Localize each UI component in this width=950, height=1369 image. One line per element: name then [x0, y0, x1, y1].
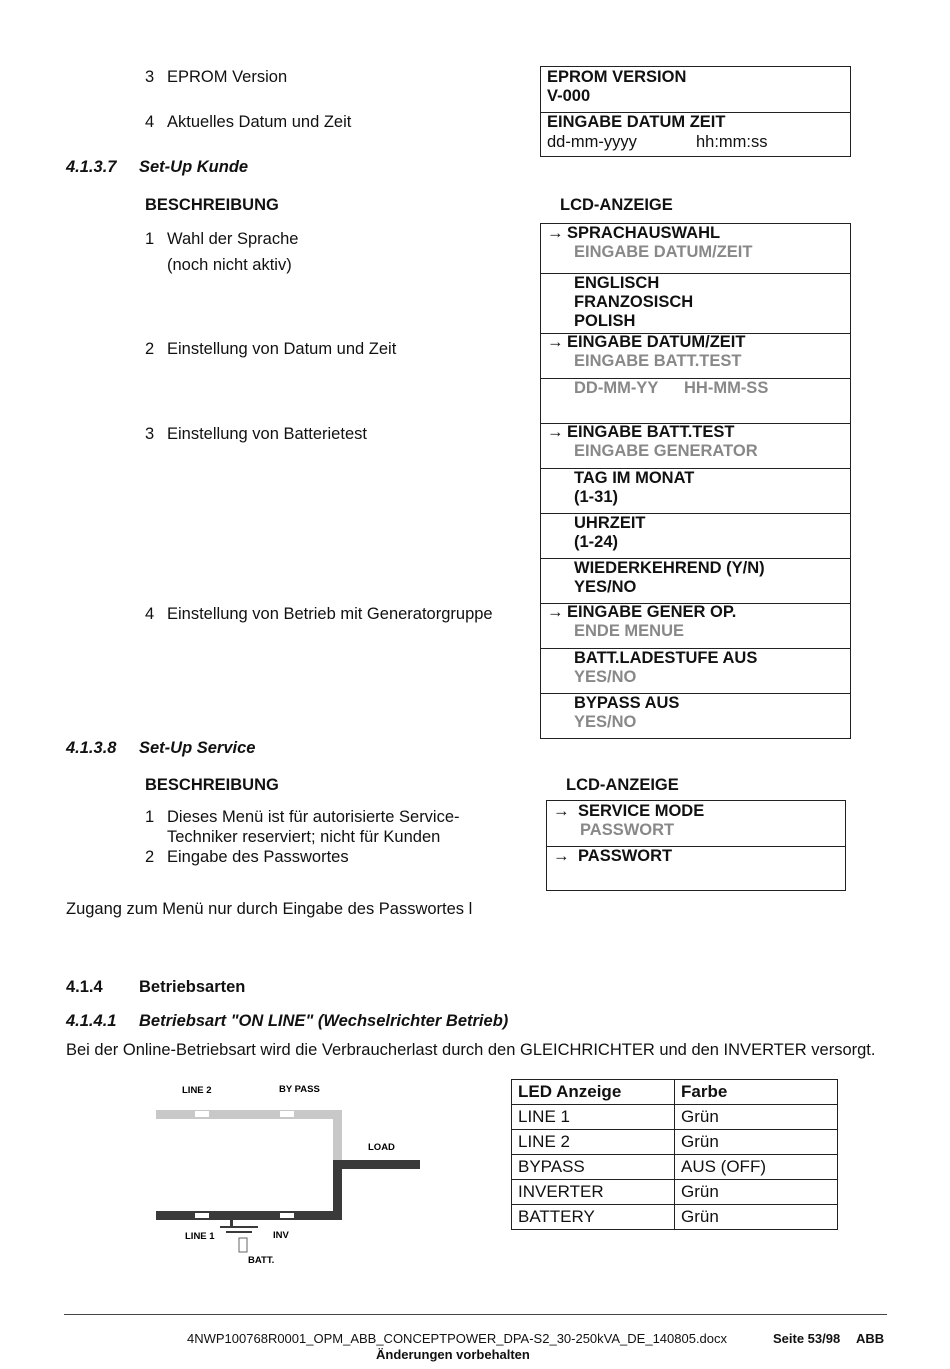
- battery-plate: [226, 1231, 252, 1233]
- diagram-label-line1: LINE 1: [185, 1231, 215, 1242]
- item-number: 1: [145, 808, 155, 826]
- item-number: 4: [145, 605, 155, 623]
- lcd-line: PASSWORT: [580, 821, 675, 839]
- table-cell: BATTERY: [512, 1205, 675, 1230]
- lcd-line: (1-24): [574, 533, 619, 551]
- line1-led: [195, 1213, 209, 1218]
- column-header-lcd: LCD-ANZEIGE: [566, 776, 679, 794]
- diagram-label-inv: INV: [273, 1230, 289, 1241]
- table-cell: AUS (OFF): [675, 1155, 838, 1180]
- table-cell: LINE 2: [512, 1130, 675, 1155]
- lcd-kunde-box: [540, 223, 851, 739]
- footer-rule: [64, 1314, 887, 1315]
- section-number: 4.1.4: [66, 978, 103, 996]
- table-cell: Grün: [675, 1205, 838, 1230]
- column-header-description: BESCHREIBUNG: [145, 776, 279, 794]
- arrow-right-icon: →: [553, 847, 570, 865]
- item-number: 2: [145, 340, 155, 358]
- table-header-cell: Farbe: [675, 1080, 838, 1105]
- lcd-line: UHRZEIT: [574, 514, 646, 532]
- item-date-time: Einstellung von Datum und Zeit: [167, 340, 397, 358]
- load-line: [333, 1160, 420, 1169]
- lcd-line: (1-31): [574, 488, 619, 506]
- diagram-label-bypass: BY PASS: [279, 1084, 320, 1095]
- item-service-note: Dieses Menü ist für autorisierte Service-: [167, 808, 460, 826]
- table-cell: BYPASS: [512, 1155, 675, 1180]
- table-row: [512, 1155, 838, 1180]
- item-generator: Einstellung von Betrieb mit Generatorgruppe: [167, 605, 493, 623]
- led-table: [511, 1079, 838, 1230]
- section-title: Set-Up Service: [139, 739, 256, 757]
- footer-page-number: Seite 53/98: [773, 1331, 841, 1346]
- footer-notice: Änderungen vorbehalten: [376, 1347, 530, 1362]
- lcd-line: YES/NO: [574, 668, 637, 686]
- table-row: [512, 1180, 838, 1205]
- lcd-line: EINGABE BATT.TEST: [567, 423, 735, 441]
- item-password: Eingabe des Passwortes: [167, 848, 349, 866]
- battery-led: [239, 1238, 247, 1252]
- table-cell: Grün: [675, 1130, 838, 1155]
- eprom-version-label: EPROM Version: [167, 68, 288, 86]
- table-header-cell: LED Anzeige: [512, 1080, 675, 1105]
- item-service-note: Techniker reserviert; nicht für Kunden: [167, 828, 441, 846]
- arrow-right-icon: →: [547, 224, 564, 242]
- lcd-line: YES/NO: [574, 713, 637, 731]
- lcd-line: BYPASS AUS: [574, 694, 680, 712]
- item-number: 4: [145, 113, 155, 131]
- lcd-line: ENDE MENUE: [574, 622, 685, 640]
- lcd-line: BATT.LADESTUFE AUS: [574, 649, 758, 667]
- item-number: 2: [145, 848, 155, 866]
- bypass-line: [156, 1110, 342, 1119]
- arrow-right-icon: →: [547, 333, 564, 351]
- column-header-lcd: LCD-ANZEIGE: [560, 196, 673, 214]
- lcd-line: EINGABE GENERATOR: [574, 442, 758, 460]
- subsection-title: Betriebsart "ON LINE" (Wechselrichter Betrieb): [139, 1012, 509, 1030]
- footer-doc-id: 4NWP100768R0001_OPM_ABB_CONCEPTPOWER_DPA-S2_30-250kVA_DE_140805.docx: [187, 1331, 728, 1346]
- table-cell: Grün: [675, 1180, 838, 1205]
- bypass-led: [280, 1111, 294, 1117]
- lcd-line: SPRACHAUSWAHL: [567, 224, 721, 242]
- lcd-line: EINGABE DATUM ZEIT: [547, 113, 726, 131]
- table-header-row: [512, 1080, 838, 1105]
- table-row: [512, 1205, 838, 1230]
- diagram-label-batt: BATT.: [248, 1255, 275, 1266]
- table-row: [512, 1105, 838, 1130]
- item-language-note: (noch nicht aktiv): [167, 256, 292, 274]
- lcd-line: EINGABE GENER OP.: [567, 603, 737, 621]
- item-number: 1: [145, 230, 155, 248]
- lcd-line: TAG IM MONAT: [574, 469, 695, 487]
- inverter-line: [156, 1211, 342, 1220]
- column-header-description: BESCHREIBUNG: [145, 196, 279, 214]
- item-language: Wahl der Sprache: [167, 230, 299, 248]
- diagram-label-load: LOAD: [368, 1142, 395, 1153]
- footer-brand: ABB: [856, 1331, 885, 1346]
- subsection-number: 4.1.4.1: [66, 1012, 117, 1030]
- current-date-label: Aktuelles Datum und Zeit: [167, 113, 352, 131]
- lcd-line: SERVICE MODE: [578, 802, 705, 820]
- paragraph: Bei der Online-Betriebsart wird die Verbraucherlast durch den GLEICHRICHTER und den INVERTER versorgt.: [66, 1041, 876, 1059]
- lcd-line: FRANZOSISCH: [574, 293, 694, 311]
- lcd-line: WIEDERKEHREND (Y/N): [574, 559, 765, 577]
- battery-connector: [230, 1220, 233, 1226]
- lcd-line: HH-MM-SS: [684, 379, 769, 397]
- lcd-line: EINGABE DATUM/ZEIT: [567, 333, 746, 351]
- item-number: 3: [145, 425, 155, 443]
- battery-plate: [220, 1226, 258, 1228]
- table-cell: INVERTER: [512, 1180, 675, 1205]
- online-mode-diagram: [140, 1075, 440, 1275]
- lcd-line: YES/NO: [574, 578, 637, 596]
- diagram-label-line2: LINE 2: [182, 1085, 212, 1096]
- item-number: 3: [145, 68, 155, 86]
- section-number: 4.1.3.7: [66, 158, 117, 176]
- arrow-right-icon: →: [553, 802, 570, 820]
- arrow-right-icon: →: [547, 423, 564, 441]
- section-number: 4.1.3.8: [66, 739, 117, 757]
- table-cell: Grün: [675, 1105, 838, 1130]
- arrow-right-icon: →: [547, 603, 564, 621]
- table-row: [512, 1130, 838, 1155]
- lcd-line: POLISH: [574, 312, 636, 330]
- item-battery-test: Einstellung von Batterietest: [167, 425, 367, 443]
- table-cell: LINE 1: [512, 1105, 675, 1130]
- lcd-line: V-000: [547, 87, 591, 105]
- lcd-time-format: hh:mm:ss: [696, 133, 768, 151]
- section-title: Betriebsarten: [139, 978, 246, 996]
- lcd-eprom-box: [540, 66, 851, 157]
- lcd-line: EPROM VERSION: [547, 68, 687, 86]
- lcd-line: DD-MM-YY: [574, 379, 659, 397]
- lcd-line: EINGABE DATUM/ZEIT: [574, 243, 753, 261]
- lcd-line: PASSWORT: [578, 847, 673, 865]
- lcd-service-box: [546, 800, 846, 891]
- lcd-line: EINGABE BATT.TEST: [574, 352, 742, 370]
- section-title: Set-Up Kunde: [139, 158, 249, 176]
- lcd-line: ENGLISCH: [574, 274, 660, 292]
- line2-led: [195, 1111, 209, 1117]
- inv-led: [280, 1213, 294, 1218]
- lcd-date-format: dd-mm-yyyy: [547, 133, 637, 151]
- access-note: Zugang zum Menü nur durch Eingabe des Passwortes l: [66, 900, 473, 918]
